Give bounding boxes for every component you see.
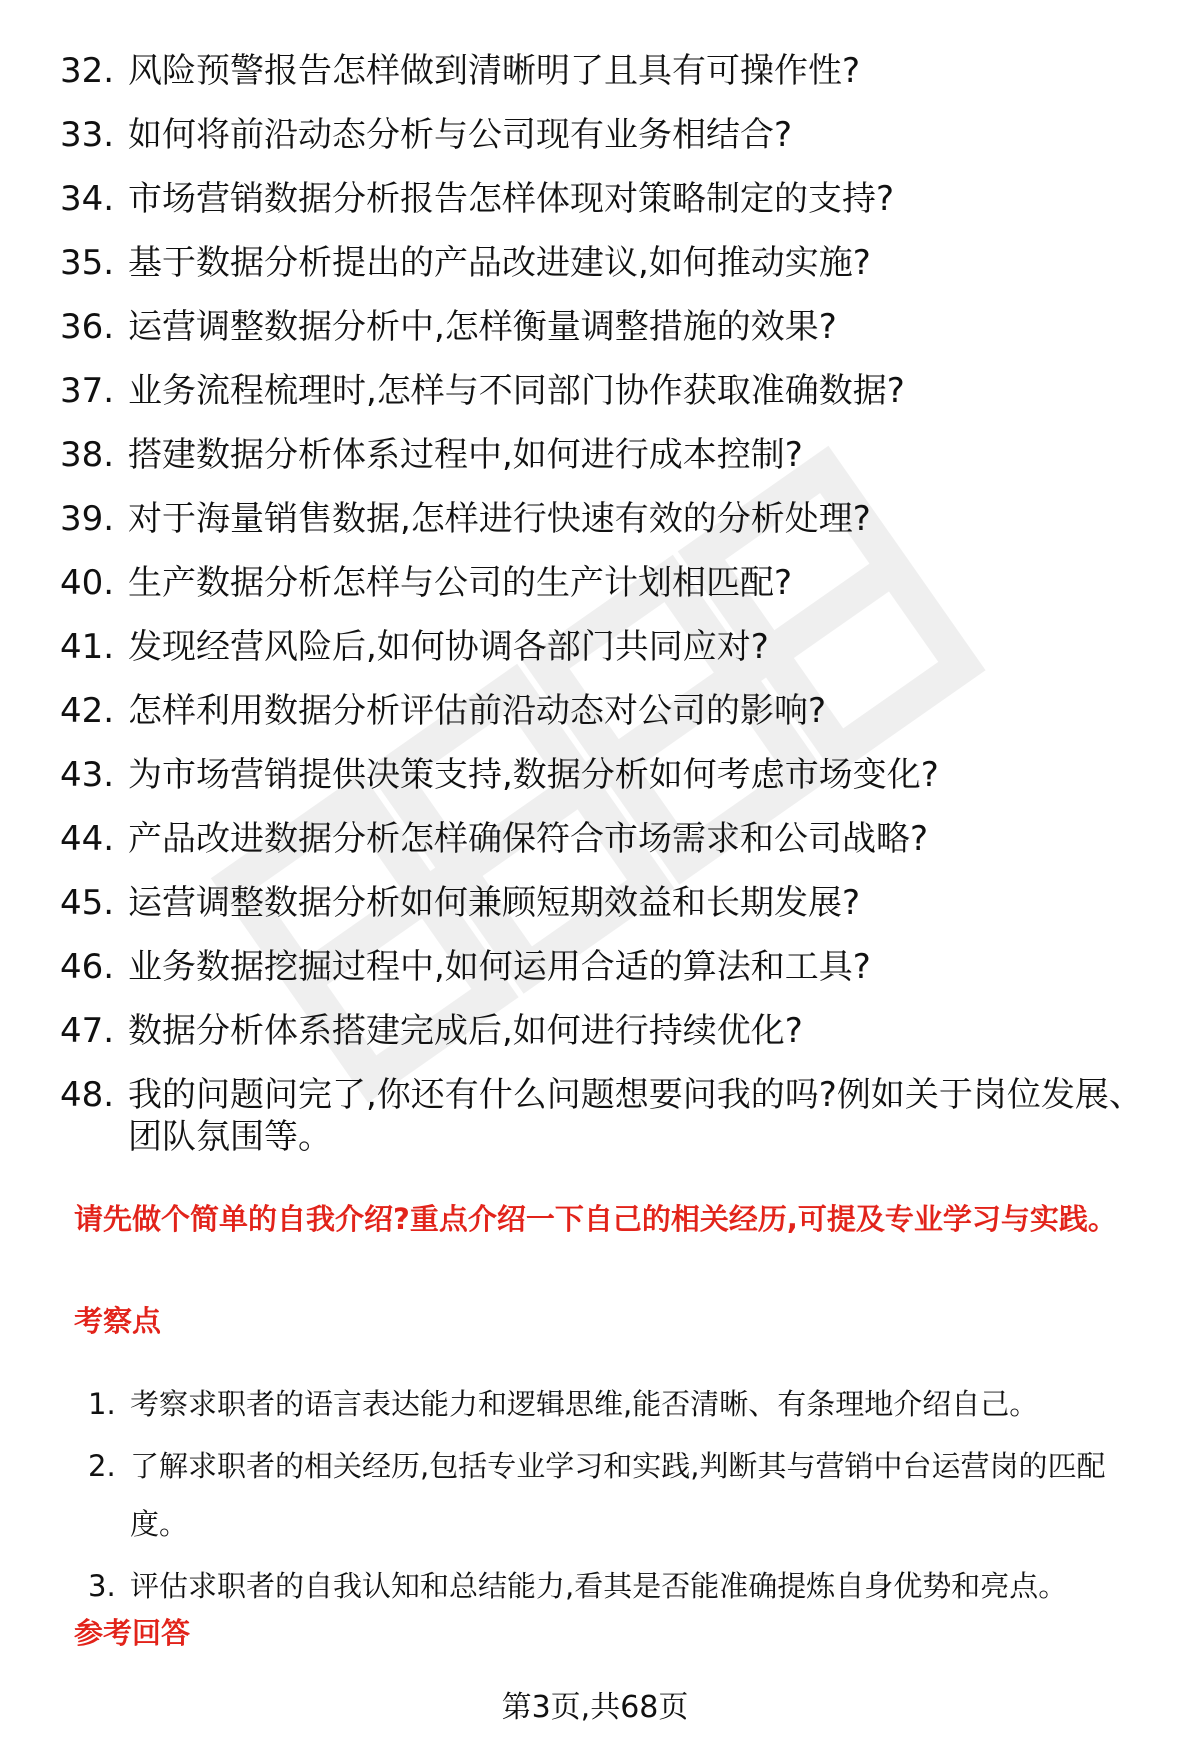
- item-text: 评估求职者的自我认知和总结能力,看其是否能准确提炼自身优势和亮点。: [130, 1569, 1068, 1603]
- list-item: [60, 754, 1160, 796]
- points-heading: 考察点: [74, 1304, 162, 1338]
- item-text: 了解求职者的相关经历,包括专业学习和实践,判断其与营销中台运营岗的匹配度。: [130, 1449, 1106, 1541]
- list-item: [60, 242, 1160, 284]
- item-text: 对于海量销售数据,怎样进行快速有效的分析处理?: [128, 499, 871, 539]
- item-number: 42.: [60, 691, 115, 731]
- item-number: 34.: [60, 179, 115, 219]
- item-text: 业务流程梳理时,怎样与不同部门协作获取准确数据?: [128, 371, 905, 411]
- list-item: [60, 690, 1160, 732]
- item-text: 如何将前沿动态分析与公司现有业务相结合?: [128, 115, 793, 155]
- list-item: [88, 1375, 1158, 1433]
- list-item: [60, 626, 1160, 668]
- list-item: [60, 1010, 1160, 1052]
- list-item: [60, 434, 1160, 476]
- item-text: 怎样利用数据分析评估前沿动态对公司的影响?: [128, 691, 827, 731]
- item-text: 基于数据分析提出的产品改进建议,如何推动实施?: [128, 243, 871, 283]
- list-item: [60, 498, 1160, 540]
- item-text: 发现经营风险后,如何协调各部门共同应对?: [128, 627, 769, 667]
- list-item: [60, 562, 1160, 604]
- page-footer: 第3页,共68页: [501, 1690, 689, 1725]
- item-number: 41.: [60, 627, 115, 667]
- item-text: 生产数据分析怎样与公司的生产计划相匹配?: [128, 563, 793, 603]
- list-item: [60, 114, 1160, 156]
- item-number: 40.: [60, 563, 115, 603]
- list-item: [60, 306, 1160, 348]
- item-number: 44.: [60, 819, 115, 859]
- item-text: 风险预警报告怎样做到清晰明了且具有可操作性?: [128, 51, 861, 91]
- item-text: 为市场营销提供决策支持,数据分析如何考虑市场变化?: [128, 755, 939, 795]
- item-text: 业务数据挖掘过程中,如何运用合适的算法和工具?: [128, 947, 871, 987]
- item-number: 48.: [60, 1075, 115, 1115]
- item-number: 47.: [60, 1011, 115, 1051]
- item-number: 38.: [60, 435, 115, 475]
- item-text: 考察求职者的语言表达能力和逻辑思维,能否清晰、有条理地介绍自己。: [130, 1387, 1039, 1421]
- item-number: 3.: [88, 1569, 116, 1603]
- item-number: 37.: [60, 371, 115, 411]
- question-list: [60, 50, 1160, 1180]
- item-number: 36.: [60, 307, 115, 347]
- item-text: 运营调整数据分析如何兼顾短期效益和长期发展?: [128, 883, 861, 923]
- item-number: 46.: [60, 947, 115, 987]
- list-item: [60, 818, 1160, 860]
- item-number: 45.: [60, 883, 115, 923]
- list-item: [60, 1074, 1160, 1158]
- item-number: 43.: [60, 755, 115, 795]
- item-text: 数据分析体系搭建完成后,如何进行持续优化?: [128, 1011, 803, 1051]
- item-text: 运营调整数据分析中,怎样衡量调整措施的效果?: [128, 307, 837, 347]
- list-item: [60, 946, 1160, 988]
- item-number: 32.: [60, 51, 115, 91]
- list-item: [88, 1437, 1158, 1553]
- interview-prompt: 请先做个简单的自我介绍?重点介绍一下自己的相关经历,可提及专业学习与实践。: [74, 1202, 1117, 1236]
- item-number: 39.: [60, 499, 115, 539]
- item-text: 产品改进数据分析怎样确保符合市场需求和公司战略?: [128, 819, 929, 859]
- item-number: 2.: [88, 1449, 116, 1483]
- item-text: 我的问题问完了,你还有什么问题想要问我的吗?例如关于岗位发展、团队氛围等。: [128, 1075, 1143, 1157]
- answer-heading: 参考回答: [74, 1616, 191, 1650]
- list-item: [88, 1557, 1158, 1615]
- item-number: 1.: [88, 1387, 116, 1421]
- item-text: 市场营销数据分析报告怎样体现对策略制定的支持?: [128, 179, 895, 219]
- item-text: 搭建数据分析体系过程中,如何进行成本控制?: [128, 435, 803, 475]
- item-number: 33.: [60, 115, 115, 155]
- list-item: [60, 882, 1160, 924]
- list-item: [60, 50, 1160, 92]
- item-number: 35.: [60, 243, 115, 283]
- list-item: [60, 370, 1160, 412]
- list-item: [60, 178, 1160, 220]
- points-list: [88, 1375, 1158, 1619]
